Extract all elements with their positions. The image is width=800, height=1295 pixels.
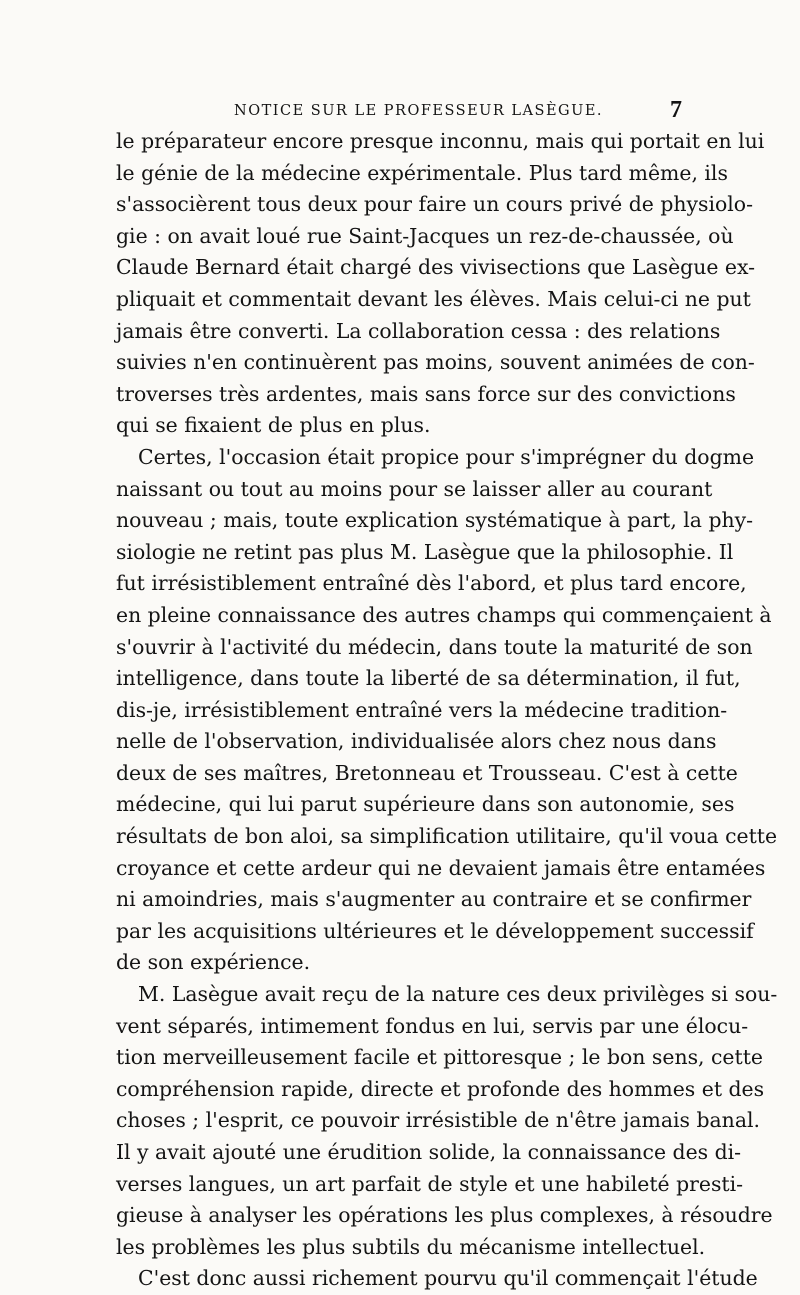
- text-line: nelle de l'observation, individualisée alors chez nous dans: [116, 729, 717, 754]
- text-line: nouveau ; mais, toute explication systématique à part, la phy-: [116, 508, 754, 533]
- paragraph-start-line: M. Lasègue avait reçu de la nature ces deux privilèges si sou-: [138, 982, 778, 1007]
- text-line: suivies n'en continuèrent pas moins, souvent animées de con-: [116, 350, 755, 375]
- text-line: choses ; l'esprit, ce pouvoir irrésistible de n'être jamais banal.: [116, 1108, 760, 1133]
- text-line: troverses très ardentes, mais sans force sur des convictions: [116, 381, 736, 406]
- text-line: le génie de la médecine expérimentale. Plus tard même, ils: [116, 160, 728, 185]
- text-line: gie : on avait loué rue Saint-Jacques un rez-de-chaussée, où: [116, 223, 734, 248]
- text-line: en pleine connaissance des autres champs qui commençaient à: [116, 602, 772, 627]
- text-line: naissant ou tout au moins pour se laisser aller au courant: [116, 476, 713, 501]
- text-line: s'ouvrir à l'activité du médecin, dans toute la maturité de son: [116, 634, 753, 659]
- running-title: NOTICE SUR LE PROFESSEUR LASÈGUE.: [234, 103, 604, 119]
- text-line: tion merveilleusement facile et pittoresque ; le bon sens, cette: [116, 1045, 763, 1070]
- text-line: qui se fixaient de plus en plus.: [116, 413, 431, 438]
- text-line: dis-je, irrésistiblement entraîné vers la médecine tradition-: [116, 697, 728, 722]
- body-text: [116, 126, 778, 1295]
- text-line: fut irrésistiblement entraîné dès l'abord, et plus tard encore,: [116, 571, 747, 596]
- text-line: gieuse à analyser les opérations les plus complexes, à résoudre: [116, 1203, 773, 1228]
- text-line: résultats de bon aloi, sa simplification utilitaire, qu'il voua cette: [116, 824, 778, 849]
- text-line: les problèmes les plus subtils du mécanisme intellectuel.: [116, 1234, 706, 1259]
- text-line: verses langues, un art parfait de style et une habileté presti-: [116, 1171, 744, 1196]
- text-line: s'associèrent tous deux pour faire un cours privé de physiolo-: [116, 192, 753, 217]
- text-line: intelligence, dans toute la liberté de sa détermination, il fut,: [116, 666, 741, 691]
- running-head: [114, 96, 686, 128]
- text-line: ni amoindries, mais s'augmenter au contraire et se confirmer: [116, 887, 752, 912]
- text-line: siologie ne retint pas plus M. Lasègue que la philosophie. Il: [116, 539, 734, 564]
- text-line: vent séparés, intimement fondus en lui, servis par une élocu-: [116, 1013, 749, 1038]
- text-line: de son expérience.: [116, 950, 311, 975]
- text-line: croyance et cette ardeur qui ne devaient jamais être entamées: [116, 855, 766, 880]
- paragraph-start-line: C'est donc aussi richement pourvu qu'il commençait l'étude: [138, 1266, 758, 1291]
- text-line: compréhension rapide, directe et profonde des hommes et des: [116, 1076, 765, 1101]
- page-number: 7: [670, 97, 682, 123]
- text-line: Claude Bernard était chargé des vivisections que Lasègue ex-: [116, 255, 756, 280]
- paragraph-start-line: Certes, l'occasion était propice pour s'imprégner du dogme: [138, 444, 755, 469]
- text-line: deux de ses maîtres, Bretonneau et Trousseau. C'est à cette: [116, 760, 738, 785]
- text-line: pliquait et commentait devant les élèves. Mais celui-ci ne put: [116, 286, 751, 311]
- text-line: le préparateur encore presque inconnu, mais qui portait en lui: [116, 129, 765, 153]
- text-line: jamais être converti. La collaboration cessa : des relations: [116, 318, 721, 343]
- text-line: Il y avait ajouté une érudition solide, la connaissance des di-: [116, 1140, 742, 1164]
- text-line: médecine, qui lui parut supérieure dans son autonomie, ses: [116, 792, 735, 817]
- text-line: par les acquisitions ultérieures et le développement successif: [116, 918, 754, 943]
